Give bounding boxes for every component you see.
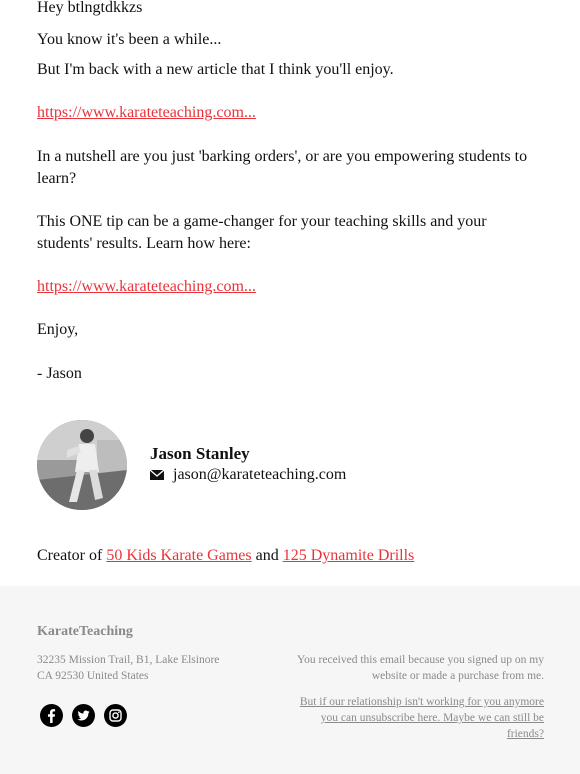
creator-and: and bbox=[251, 547, 283, 564]
address-line-2: CA 92530 United States bbox=[37, 670, 149, 682]
creator-line bbox=[37, 547, 414, 565]
article-link-1[interactable]: https://www.karateteaching.com... bbox=[37, 104, 256, 121]
footer-brand: KarateTeaching bbox=[37, 624, 133, 639]
facebook-icon[interactable] bbox=[40, 704, 63, 727]
twitter-icon[interactable] bbox=[72, 704, 95, 727]
intro-line-2: But I'm back with a new article that I think you'll enjoy. bbox=[37, 61, 394, 78]
signature-name: Jason Stanley bbox=[150, 444, 250, 463]
social-icons bbox=[40, 704, 127, 727]
mail-icon bbox=[150, 470, 164, 480]
footer-notice: You received this email because you signed up on my website or made a purchase from me. bbox=[297, 654, 544, 682]
paragraph-2: This ONE tip can be a game-changer for your teaching skills and your students' results. Learn how here: bbox=[37, 213, 487, 252]
intro-line: You know it's been a while... bbox=[37, 31, 222, 48]
greeting: Hey btlngtdkkzs bbox=[37, 0, 143, 16]
avatar bbox=[37, 420, 127, 510]
address-line-1: 32235 Mission Trail, B1, Lake Elsinore bbox=[37, 654, 220, 666]
signature-email[interactable] bbox=[150, 466, 346, 484]
paragraph-1: In a nutshell are you just 'barking orders', or are you empowering students to learn? bbox=[37, 148, 528, 187]
signoff-text: - Jason bbox=[37, 365, 82, 382]
footer-address bbox=[37, 652, 277, 684]
article-link-2[interactable]: https://www.karateteaching.com... bbox=[37, 278, 256, 295]
book-link-kids-karate-games[interactable]: 50 Kids Karate Games bbox=[106, 547, 252, 564]
book-link-dynamite-drills[interactable]: 125 Dynamite Drills bbox=[282, 547, 415, 564]
instagram-icon[interactable] bbox=[104, 704, 127, 727]
signature-block bbox=[37, 420, 543, 512]
email-footer bbox=[0, 586, 580, 774]
signature-email-text: jason@karateteaching.com bbox=[173, 466, 347, 483]
unsubscribe-link[interactable]: But if our relationship isn't working for you anymore you can unsubscribe here. Maybe we can still be friends? bbox=[299, 696, 544, 740]
enjoy-text: Enjoy, bbox=[37, 321, 79, 338]
creator-prefix: Creator of bbox=[37, 547, 107, 564]
